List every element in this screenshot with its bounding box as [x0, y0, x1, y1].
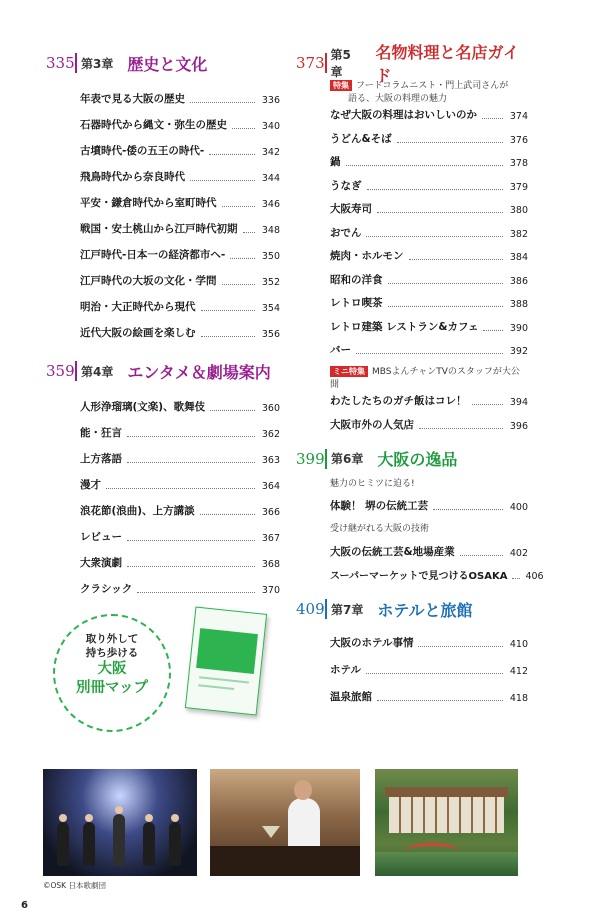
chapter-4-page: 359 [46, 362, 75, 380]
leader-dots [356, 353, 503, 354]
entry-page: 412 [509, 665, 528, 677]
entry-page: 363 [261, 455, 280, 466]
toc-left-column [46, 50, 280, 596]
entry-page: 340 [261, 121, 280, 132]
entry-title: 大阪の伝統工芸&地場産業 [330, 545, 455, 558]
leader-dots [483, 330, 503, 331]
entry-title: 昭和の洋食 [330, 273, 383, 286]
mini-feature-badge: ミニ特集 [330, 366, 368, 377]
entry-title: クラシック [80, 583, 133, 595]
entry-page: 352 [261, 277, 280, 288]
chapter-7-entries [296, 626, 528, 704]
entry-title: 江戸時代の大坂の文化・学問 [80, 275, 217, 287]
entry-title: 大阪市外の人気店 [330, 418, 414, 431]
dancer-figure [169, 822, 181, 866]
feature-line-1: フードコラムニスト・門上武司さんが [356, 81, 509, 91]
entry-title: 明治・大正時代から現代 [80, 301, 196, 313]
entry-page: 367 [261, 533, 280, 544]
toc-entry[interactable] [330, 106, 528, 122]
toc-entry[interactable] [80, 388, 280, 414]
chapter-6-entries [296, 478, 544, 583]
entry-page: 378 [509, 158, 528, 169]
chapter-7-header [296, 596, 528, 622]
dancer-figure [113, 814, 125, 866]
entry-title: 大衆演劇 [80, 557, 122, 569]
toc-entry[interactable] [330, 535, 528, 559]
feature-badge: 特集 [330, 80, 352, 91]
entry-page: 336 [261, 95, 280, 106]
leader-dots [367, 189, 504, 190]
entry-lead: 魅力のヒミツに迫る! [330, 478, 415, 489]
chapter-7-title: ホテルと旅館 [377, 600, 473, 620]
chapter-divider [325, 449, 327, 469]
chapter-4-title: エンタメ＆劇場案内 [127, 362, 271, 382]
toc-entry[interactable] [330, 490, 528, 514]
entry-page: 388 [509, 299, 528, 310]
leader-dots [512, 578, 520, 579]
toc-entry[interactable] [80, 518, 280, 544]
dancer-figure [83, 822, 95, 866]
leader-dots [418, 646, 503, 647]
toc-entry[interactable] [330, 193, 528, 217]
entry-page: 348 [261, 225, 280, 236]
chapter-4-label: 第4章 [81, 364, 114, 379]
leader-dots [366, 673, 503, 674]
leader-dots [190, 102, 255, 103]
entry-title: 浪花節(浪曲)、上方講談 [80, 505, 195, 517]
leader-dots [346, 165, 504, 166]
entry-page: 374 [509, 111, 528, 122]
entry-title: 江戸時代-日本一の経済都市へ- [80, 249, 226, 261]
garden-pond [375, 852, 518, 876]
entry-page: 406 [525, 571, 544, 582]
booklet-line [199, 676, 249, 683]
leader-dots [222, 284, 256, 285]
entry-title: 焼肉・ホルモン [330, 250, 404, 262]
chapter-3-title: 歴史と文化 [127, 54, 208, 74]
leader-dots [460, 555, 503, 556]
entry-title: レトロ建築 レストラン&カフェ [330, 320, 479, 333]
entry-title: 飛鳥時代から奈良時代 [80, 171, 185, 183]
leader-dots [397, 142, 503, 143]
leader-dots [210, 410, 255, 411]
leader-dots [366, 236, 503, 237]
leader-dots [127, 462, 255, 463]
chapter-7-label: 第7章 [331, 602, 364, 617]
entry-page: 390 [509, 322, 528, 334]
section-gap [296, 582, 528, 596]
entry-lead: 受け継がれる大阪の技術 [330, 524, 430, 534]
entry-title: 温泉旅館 [330, 690, 372, 703]
leader-dots [472, 404, 504, 405]
entry-title: 平安・鎌倉時代から室町時代 [80, 197, 217, 209]
dancer-head [145, 814, 153, 822]
toc-entry[interactable] [80, 288, 280, 314]
toc-entry[interactable] [80, 236, 280, 262]
chapter-divider [325, 599, 327, 619]
entry-title: 能・狂言 [80, 427, 122, 439]
entry-page: 362 [261, 429, 280, 440]
entry-title: なぜ大阪の料理はおいしいのか [330, 109, 477, 121]
entry-page: 386 [509, 275, 528, 287]
bartender-figure [288, 798, 320, 850]
chapter-3 [46, 50, 280, 340]
leader-dots [243, 232, 256, 233]
leader-dots [409, 259, 504, 260]
chapter-divider [75, 53, 77, 73]
entry-page: 356 [261, 329, 280, 340]
entry-title: レトロ喫茶 [330, 297, 383, 309]
entry-page: 394 [509, 397, 528, 408]
toc-entry[interactable] [330, 408, 528, 432]
leader-dots [106, 488, 255, 489]
leader-dots [201, 336, 256, 337]
entry-page: 396 [509, 420, 528, 432]
toc-entry[interactable] [80, 314, 280, 340]
mini-feature-text: MBSよんチャンTVのスタッフが大公開 [330, 367, 520, 390]
promo-line-1: 取り外して [85, 633, 139, 645]
ryokan-garden-photo [375, 769, 518, 876]
bar-counter [210, 846, 360, 876]
entry-page: 402 [509, 547, 528, 559]
entry-page: 360 [261, 403, 280, 414]
entry-title: 古墳時代-倭の五王の時代- [80, 145, 205, 157]
entry-title: 石器時代から縄文・弥生の歴史 [80, 119, 227, 131]
promo-main-1: 大阪 [97, 661, 127, 677]
entry-page: 379 [509, 181, 528, 193]
chapter-4-entries [46, 388, 280, 596]
entry-page: 370 [261, 585, 280, 596]
leader-dots [127, 566, 255, 567]
entry-page: 384 [509, 252, 528, 263]
toc-entry[interactable] [80, 440, 280, 466]
leader-dots [388, 283, 504, 284]
entry-page: 400 [509, 502, 528, 513]
leader-dots [230, 258, 255, 259]
chapter-5-entries [296, 80, 528, 432]
chapter-5-label: 第5章 [330, 48, 351, 79]
revue-stage-photo [43, 769, 197, 876]
entry-page: 392 [509, 346, 528, 357]
leader-dots [419, 428, 503, 429]
entry-page: 366 [261, 507, 280, 518]
toc-entry[interactable] [330, 146, 528, 170]
toc-entry[interactable] [330, 392, 528, 408]
entry-title: 鍋 [330, 156, 341, 168]
chapter-3-label: 第3章 [81, 56, 114, 71]
entry-page: 346 [261, 199, 280, 210]
toc-entry[interactable] [330, 240, 528, 264]
entry-title: おでん [330, 226, 362, 239]
leader-dots [200, 514, 255, 515]
chapter-6-title: 大阪の逸品 [377, 450, 458, 469]
dancer-figure [143, 822, 155, 866]
chapter-7 [296, 596, 528, 704]
chapter-divider [75, 361, 77, 381]
dancer-head [85, 814, 93, 822]
dancer-figure [57, 822, 69, 866]
toc-entry[interactable] [330, 122, 528, 146]
toc-entry[interactable] [80, 492, 280, 518]
chapter-6-page: 399 [296, 449, 325, 468]
toc-entry[interactable] [80, 80, 280, 106]
chapter-3-entries [46, 80, 280, 340]
entry-page: 350 [261, 251, 280, 262]
toc-right-column [296, 43, 544, 704]
leader-dots [127, 436, 255, 437]
entry-title: わたしたちのガチ飯はコレ！ [330, 395, 467, 407]
entry-page: 344 [261, 173, 280, 184]
toc-entry[interactable] [330, 626, 528, 650]
entry-title: 漫才 [80, 479, 101, 491]
toc-entry[interactable] [80, 106, 280, 132]
toc-entry[interactable] [330, 559, 544, 583]
leader-dots [190, 180, 255, 181]
photo-credit: ©OSK 日本歌劇団 [43, 881, 106, 890]
entry-page: 380 [509, 205, 528, 216]
toc-entry[interactable] [330, 263, 528, 287]
bartender-head [294, 780, 312, 800]
entry-title: 人形浄瑠璃(文楽)、歌舞伎 [80, 401, 206, 413]
leader-dots [377, 212, 503, 213]
entry-title: スーパーマーケットで見つけるOSAKA [330, 571, 508, 582]
entry-page: 364 [261, 481, 280, 492]
mini-feature-intro [330, 366, 528, 392]
map-supplement-promo[interactable] [45, 610, 275, 735]
chapter-5-page: 373 [296, 54, 325, 72]
toc-entry[interactable] [80, 158, 280, 184]
booklet-cover-band [196, 628, 258, 674]
entry-title: 戦国・安土桃山から江戸時代初期 [80, 223, 238, 235]
chapter-7-page: 409 [296, 600, 325, 618]
entry-title: 大阪寿司 [330, 203, 372, 215]
chapter-6 [296, 446, 544, 583]
entry-title: 大阪のホテル事情 [330, 636, 414, 649]
feature-line-2: 語る、大阪の料理の魅力 [348, 94, 448, 104]
leader-dots [209, 154, 255, 155]
page-number: 6 [21, 900, 28, 911]
toc-entry[interactable] [80, 184, 280, 210]
entry-title: ホテル [330, 663, 361, 676]
chapter-6-header [296, 446, 528, 472]
entry-title: うなぎ [330, 179, 362, 192]
bartender-photo [210, 769, 360, 876]
toc-entry[interactable] [330, 216, 528, 240]
entry-page: 368 [261, 559, 280, 570]
entry-page: 376 [509, 134, 528, 146]
promo-main-2: 別冊マップ [76, 680, 148, 696]
chapter-5-header [296, 43, 528, 85]
booklet-line [198, 684, 234, 690]
entry-title: 体験！ 堺の伝統工芸 [330, 500, 429, 512]
entry-title: 年表で見る大阪の歴史 [80, 93, 185, 105]
entry-page: 382 [509, 228, 528, 240]
entry-page: 354 [261, 303, 280, 314]
toc-entry[interactable] [80, 544, 280, 570]
entry-title: 近代大阪の絵画を楽しむ [80, 327, 196, 339]
chapter-3-page: 335 [46, 54, 75, 72]
section-gap [296, 432, 528, 446]
toc-entry[interactable] [80, 210, 280, 236]
chapter-6-label: 第6章 [331, 452, 364, 466]
toc-entry[interactable] [330, 677, 528, 704]
chapter-4-header [46, 358, 280, 384]
ryokan-roof [385, 787, 508, 797]
leader-dots [201, 310, 256, 311]
toc-entry[interactable] [80, 466, 280, 492]
section-gap [46, 340, 280, 358]
chapter-4 [46, 358, 280, 596]
entry-title: 上方落語 [80, 453, 122, 465]
toc-entry[interactable] [80, 262, 280, 288]
entry-title: うどん&そば [330, 132, 392, 145]
chapter-5-title: 名物料理と名店ガイド [375, 43, 520, 85]
leader-dots [377, 700, 503, 701]
entry-title: レビュー [80, 531, 122, 543]
entry-page: 410 [509, 638, 528, 650]
map-booklet-illustration [185, 607, 267, 716]
leader-dots [137, 592, 255, 593]
toc-entry[interactable] [330, 169, 528, 193]
chapter-3-header [46, 50, 280, 76]
entry-title: バー [330, 344, 351, 356]
toc-entry[interactable] [330, 650, 528, 677]
ryokan-building [389, 797, 504, 833]
toc-entry[interactable] [330, 287, 528, 311]
toc-entry[interactable] [80, 132, 280, 158]
toc-entry[interactable] [330, 310, 528, 334]
leader-dots [433, 509, 503, 510]
leader-dots [388, 306, 504, 307]
entry-page: 342 [261, 147, 280, 158]
promo-line-2: 持ち歩ける [85, 647, 139, 659]
dancer-head [59, 814, 67, 822]
toc-entry[interactable] [80, 414, 280, 440]
leader-dots [127, 540, 255, 541]
dancer-head [115, 806, 123, 814]
chapter-divider [325, 53, 327, 73]
feature-intro [330, 80, 528, 93]
toc-entry[interactable] [80, 570, 280, 596]
leader-dots [222, 206, 256, 207]
dancer-head [171, 814, 179, 822]
promo-badge [53, 614, 171, 732]
entry-page: 418 [509, 692, 528, 704]
cocktail-glass [262, 826, 280, 846]
leader-dots [232, 128, 255, 129]
chapter-5 [296, 43, 528, 432]
toc-entry[interactable] [330, 334, 528, 358]
leader-dots [482, 118, 503, 119]
